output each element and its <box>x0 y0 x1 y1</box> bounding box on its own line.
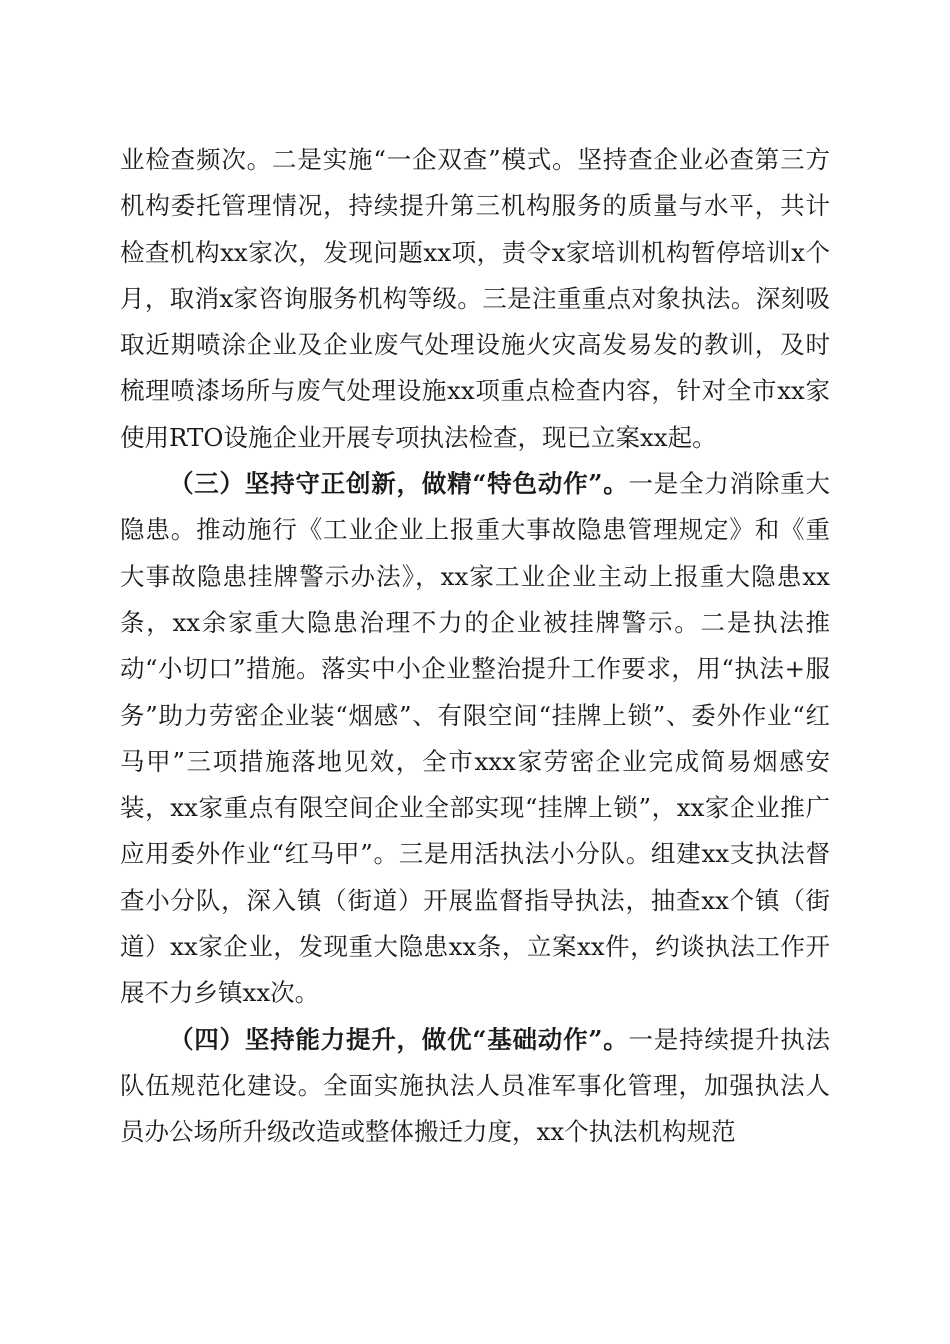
paragraph-text: 一是全力消除重大隐患。推动施行《工业企业上报重大事故隐患管理规定》和《重大事故隐患挂牌警示办法》，xx家工业企业主动上报重大隐患xx条，xx余家重大隐患治理不力的企业被挂牌警示。二是执法推动“小切口”措施。落实中小企业整治提升工作要求，用“执法+服务”助力劳密企业装“烟感”、有限空间“挂牌上锁”、委外作业“红马甲”三项措施落地见效，全市xxx家劳密企业完成简易烟感安装，xx家重点有限空间企业全部实现“挂牌上锁”，xx家企业推广应用委外作业“红马甲”。三是用活执法小分队。组建xx支执法督查小分队，深入镇（街道）开展监督指导执法，抽查xx个镇（街道）xx家企业，发现重大隐患xx条，立案xx件，约谈执法工作开展不力乡镇xx次。 <box>120 469 830 1008</box>
section-heading: （四）坚持能力提升，做优“基础动作”。 <box>169 1024 629 1054</box>
paragraph-text: 一是持续提升执法队伍规范化建设。全面实施执法人员准军事化管理，加强执法人员办公场所升级改造或整体搬迁力度，xx个执法机构规范 <box>120 1024 830 1147</box>
paragraph-section-4 <box>120 1017 830 1156</box>
paragraph-continued <box>120 137 830 461</box>
section-heading: （三）坚持守正创新，做精“特色动作”。 <box>169 469 629 499</box>
paragraph-section-3 <box>120 461 830 1017</box>
document-body <box>120 137 830 1156</box>
paragraph-text: 业检查频次。二是实施“一企双查”模式。坚持查企业必查第三方机构委托管理情况，持续提升第三机构服务的质量与水平，共计检查机构xx家次，发现问题xx项，责令x家培训机构暂停培训x个月，取消x家咨询服务机构等级。三是注重重点对象执法。深刻吸取近期喷涂企业及企业废气处理设施火灾高发易发的教训，及时梳理喷漆场所与废气处理设施xx项重点检查内容，针对全市xx家使用RTO设施企业开展专项执法检查，现已立案xx起。 <box>120 145 830 452</box>
